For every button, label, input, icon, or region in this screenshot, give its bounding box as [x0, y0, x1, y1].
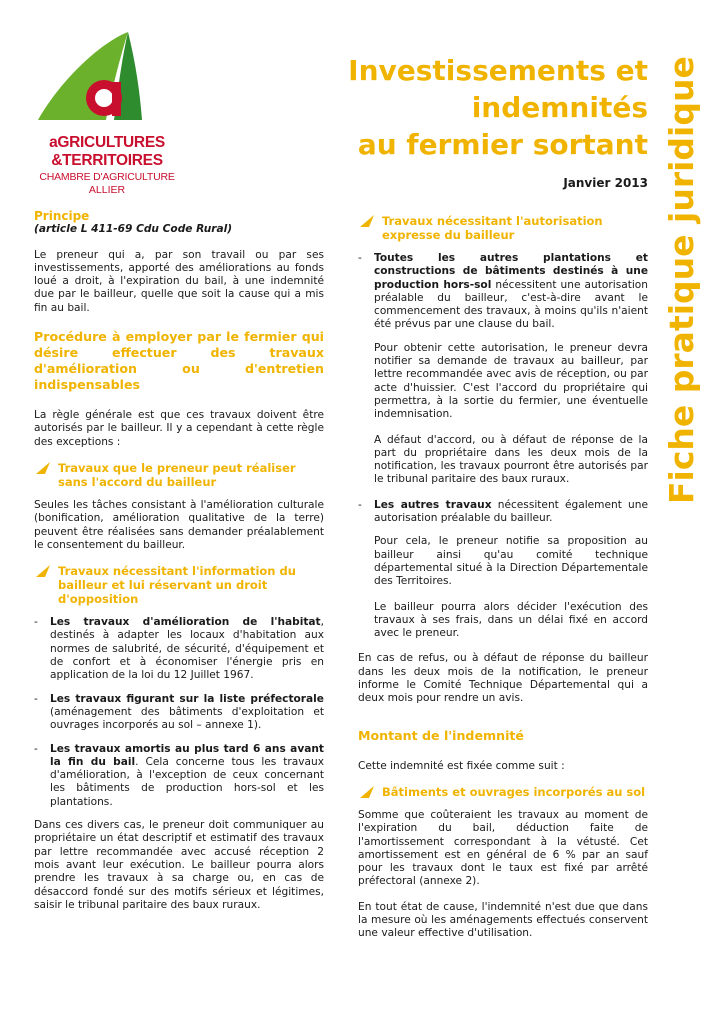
title-line-1: Investissements et [348, 54, 648, 87]
montant-heading: Montant de l'indemnité [358, 727, 524, 743]
principe-text: Le preneur qui a, par son travail ou par ses investissements, apporté des améliorations au fonds loué a droit, à l'expiration du bail, à une indemnité due par le bailleur, quelle que soit la cause qui a mis fin au bail. [34, 248, 324, 314]
logo [32, 28, 182, 196]
list-item-text: nécessitent également une autorisation préalable du bailleur. [374, 498, 648, 525]
principe-article: (article L 411-69 Cdu Code Rural) [34, 223, 233, 236]
list-item: - Les autres travaux nécessitent également une autorisation préalable du bailleur. [358, 498, 648, 525]
autorisation-heading-text: Travaux nécessitant l'autorisation expresse du bailleur [382, 214, 603, 242]
list-item-text: . Cela concerne tous les travaux d'amélioration, à l'exception de ceux concernant les bâtiments de production hors-sol et les plantations. [50, 755, 325, 808]
batiments-heading-text: Bâtiments et ouvrages incorporés au sol [382, 784, 646, 799]
sans-accord-text: Seules les tâches consistant à l'amélioration culturale (bonification, amélioration qualitative de la terre) peuvent être réalisées sans demander préalablement le consentement du bailleur. [34, 498, 324, 551]
autorisation-p3: A défaut d'accord, ou à défaut de réponse de la part du propriétaire dans les deux mois de la notification, les travaux pourront être autorisés par le tribunal paritaire des baux ruraux. [374, 433, 648, 486]
list-item-text: nécessitent une autorisation préalable du bailleur, c'est-à-dire avant le commencement des travaux, à moins qu'ils n'aient été prévus par une clause du bail. [374, 278, 648, 331]
information-heading [34, 564, 324, 606]
batiments-heading [358, 785, 648, 799]
logo-line-3: CHAMBRE D'AGRICULTURE [39, 171, 175, 183]
procedure-text: La règle générale est que ces travaux doivent être autorisés par le bailleur. Il y a cependant à cette règle des exceptions : [34, 409, 324, 448]
logo-line-1: aGRICULTURES [49, 134, 165, 151]
logo-mark-icon [32, 28, 182, 134]
list-item: - Toutes les autres plantations et constructions de bâtiments destinés à une production hors-sol nécessitent une autorisation préalable du bailleur, c'est-à-dire avant le commencement des travaux, à moins qu'ils n'aient été prévus par une clause du bail. [358, 252, 648, 331]
sans-accord-heading-text: Travaux que le preneur peut réaliser sans l'accord du bailleur [58, 460, 296, 489]
autres-p2: Pour cela, le preneur notifie sa proposition au bailleur ainsi qu'au comité technique départemental situé à la Direction Départementale des Territoires. [374, 535, 648, 588]
final-text: En tout état de cause, l'indemnité n'est due que dans la mesure où les aménagements effectués conservent une valeur effective d'utilisation. [358, 900, 648, 940]
title-line-2: indemnités [471, 91, 648, 124]
arrow-icon [36, 565, 50, 577]
list-item-bold: Toutes les autres plantations et constructions de bâtiments destinés à une production hors-sol [374, 252, 648, 291]
closing-text: Dans ces divers cas, le preneur doit communiquer au propriétaire un état descriptif et estimatif des travaux par lettre recommandée avec accusé réception 2 mois avant leur exécution. Le bailleur pourra alors prendre les travaux à sa charge ou, en cas de désaccord fondé sur des motifs sérieux et légitimes, saisir le tribunal paritaire des baux ruraux. [34, 819, 324, 911]
list-item-bold: Les travaux figurant sur la liste préfectorale [50, 692, 324, 705]
title-line-3: au fermier sortant [357, 128, 648, 161]
list-item: - Les travaux figurant sur la liste préfectorale (aménagement des bâtiments d'exploitation et ouvrages incorporés au sol – annexe 1). [34, 692, 324, 732]
autorisation-p2: Pour obtenir cette autorisation, le preneur devra notifier sa demande de travaux au bailleur, par lettre recommandée avec avis de réception, ou par acte d'huissier. C'est l'accord du propriétaire qui permettra, à la sortie du fermier, une éventuelle indemnisation. [374, 341, 648, 421]
procedure-heading: Procédure à employer par le fermier qui désire effectuer des travaux d'amélioration ou d'entretien indispensables [34, 329, 324, 393]
list-item-bold: Les travaux amortis au plus tard 6 ans avant la fin du bail [50, 742, 324, 768]
list-item-bold: Les travaux d'amélioration de l'habitat [50, 616, 321, 629]
list-item-text: , destinés à adapter les locaux d'habitation aux normes de salubrité, de sécurité, d'équipement et de confort et à économiser l'énergie pris en application de la loi du 12 Juillet 1967. [50, 616, 324, 682]
autorisation-heading [358, 214, 648, 242]
batiments-text: Somme que coûteraient les travaux au moment de l'expiration du bail, déduction faite de l'amortissement correspondant à la vétusté. Cet amortissement est en général de 6 % par an sauf pour les travaux dont le taux est fixé par arrêté préfectoral (annexe 2). [358, 808, 648, 888]
vertical-label-text: Fiche pratique juridique [662, 56, 701, 504]
list-item-bold: Les autres travaux [374, 498, 492, 511]
arrow-icon [360, 786, 374, 798]
left-column [34, 210, 324, 924]
principe-heading: Principe [34, 209, 90, 223]
sans-accord-heading [34, 461, 324, 489]
arrow-icon [360, 215, 374, 227]
document-date: Janvier 2013 [563, 176, 648, 190]
page-title [288, 52, 648, 163]
logo-line-2: &TERRITOIRES [51, 152, 163, 169]
right-column [358, 210, 648, 953]
information-heading-text: Travaux nécessitant l'information du bailleur et lui réservant un droit d'opposition [58, 564, 296, 607]
logo-line-4: ALLIER [88, 184, 126, 196]
list-item-text: (aménagement des bâtiments d'exploitation et ouvrages incorporés au sol – annexe 1). [50, 705, 324, 732]
list-item: - Les travaux d'amélioration de l'habitat, destinés à adapter les locaux d'habitation aux normes de salubrité, de sécurité, d'équipement et de confort et à économiser l'énergie pris en application de la loi du 12 Juillet 1967. [34, 616, 324, 682]
list-item: - Les travaux amortis au plus tard 6 ans avant la fin du bail. Cela concerne tous les travaux d'amélioration, à l'exception de ceux concernant les bâtiments de production hors-sol et les plantations. [34, 742, 325, 808]
arrow-icon [36, 462, 50, 474]
vertical-label [660, 24, 720, 504]
autres-p3: Le bailleur pourra alors décider l'exécution des travaux à ses frais, dans un délai fixé en accord avec le preneur. [374, 600, 648, 640]
refus-text: En cas de refus, ou à défaut de réponse du bailleur dans les deux mois de la notification, le preneur informe le Comité Technique Départemental qui a deux mois pour rendre un avis. [358, 652, 648, 705]
montant-text: Cette indemnité est fixée comme suit : [358, 759, 565, 772]
